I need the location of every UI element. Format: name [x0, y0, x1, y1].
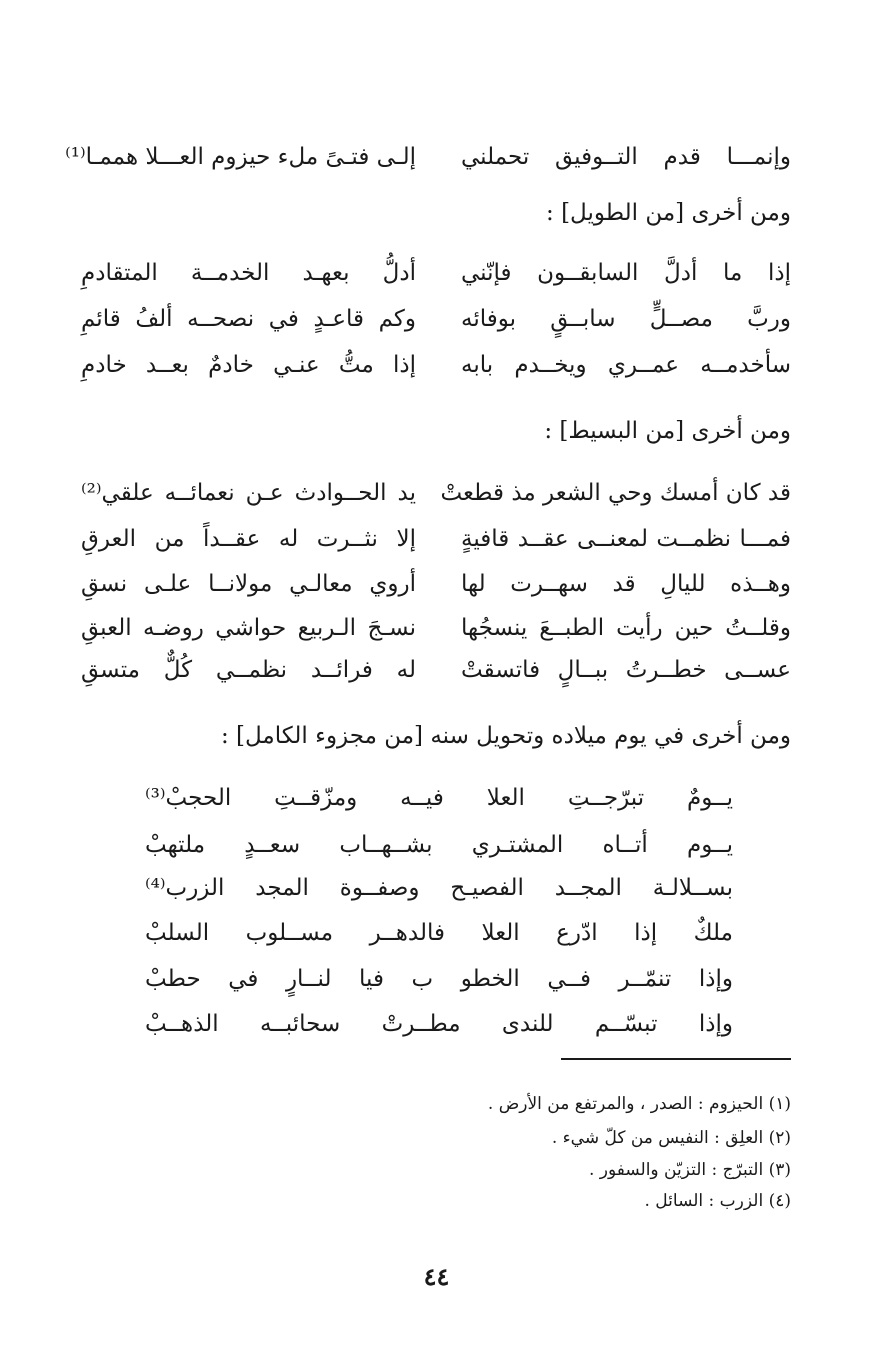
- poem-verse: [82, 608, 791, 648]
- verse-first-hemistich: ملكٌ إذا ادّرع العلا: [481, 920, 733, 946]
- verse-first-hemistich: عســى خطــرتُ ببــالٍ فاتسقتْ: [461, 657, 791, 683]
- poem-verse: [145, 868, 733, 908]
- poem-verse: [82, 253, 791, 293]
- verse-second-hemistich: إلا نثــرت له عقــداً من العرقِ: [81, 526, 416, 552]
- poem-verse: [82, 473, 791, 513]
- poem-verse: [145, 959, 733, 999]
- section-heading: ومن أخرى [من البسيط] :: [544, 418, 791, 444]
- verse-first-hemistich: وإذا تبسّــم للندى: [501, 1011, 733, 1037]
- verse-second-hemistich: فالدهــر مســلوب السلبْ: [145, 920, 445, 946]
- verse-first-hemistich: يــوم أتــاه المشتـري: [471, 832, 733, 858]
- section-heading: ومن أخرى في يوم ميلاده وتحويل سنه [من مجزوء الكامل] :: [220, 723, 791, 749]
- verse-first-hemistich: بســلالـة المجــد الفصيـح: [450, 875, 734, 901]
- poem-verse: [65, 137, 791, 177]
- verse-first-hemistich: وهــذه لليالِ قد سهــرت لها: [461, 571, 791, 597]
- verse-second-hemistich: بشــهــاب سعــدٍ ملتهبْ: [145, 832, 433, 858]
- poem-verse: [145, 825, 733, 865]
- footnote: (٤) الزرب : السائل .: [644, 1191, 791, 1211]
- poem-verse: [145, 1004, 733, 1044]
- footnote-separator: [561, 1058, 791, 1060]
- verse-second-hemistich: أدلُّ بعهـد الخدمــة المتقادمِ: [81, 260, 416, 286]
- verse-first-hemistich: وقلــتُ حين رأيت الطبــعَ ينسجُها: [461, 615, 791, 641]
- verse-second-hemistich: إلـى فتـىً ملء حيزوم العـــلا هممـا⁽¹⁾: [65, 144, 416, 170]
- poem-verse: [145, 778, 733, 818]
- footnote: (٢) العلِق : النفيس من كلّ شيء .: [551, 1128, 791, 1148]
- verse-first-hemistich: فمـــا نظمــت لمعنــى عقــد قافيةٍ: [461, 526, 791, 552]
- verse-first-hemistich: إذا ما أدلَّ السابقــون فإنّني: [461, 260, 791, 286]
- verse-second-hemistich: له فرائــد نظمــي كُلٌّ متسقِ: [81, 657, 416, 683]
- poem-verse: [82, 299, 791, 339]
- verse-first-hemistich: قد كان أمسك وحي الشعر مذ قطعتْ: [440, 480, 791, 506]
- footnote: (٣) التبرّج : التزيّن والسفور .: [588, 1160, 791, 1180]
- verse-second-hemistich: أروي معالـي مولانــا علـى نسقِ: [81, 571, 416, 597]
- verse-first-hemistich: وإنمـــا قدم التــوفيق تحملني: [461, 144, 791, 170]
- footnote: (١) الحيزوم : الصدر ، والمرتفع من الأرض .: [487, 1094, 791, 1114]
- verse-first-hemistich: سأخدمــه عمــري ويخــدم بابه: [461, 352, 791, 378]
- poem-verse: [82, 345, 791, 385]
- verse-first-hemistich: يــومٌ تبرّجــتِ العلا: [486, 785, 733, 811]
- poem-verse: [82, 650, 791, 690]
- section-heading: ومن أخرى [من الطويل] :: [546, 200, 791, 226]
- verse-second-hemistich: إذا متُّ عنـي خادمٌ بعــد خادمِ: [81, 352, 416, 378]
- verse-second-hemistich: ب فيا لنــارٍ في حطبْ: [145, 966, 434, 992]
- verse-second-hemistich: نسـجَ الـربيع حواشي روضـه العبقِ: [81, 615, 416, 641]
- poem-verse: [145, 913, 733, 953]
- verse-second-hemistich: يد الحــوادث عـن نعمائــه علقي⁽²⁾: [81, 480, 416, 506]
- page-number: ٤٤: [423, 1262, 450, 1291]
- verse-first-hemistich: وربَّ مصــلٍّ سابــقٍ بوفائه: [461, 306, 791, 332]
- verse-second-hemistich: وصفــوة المجد الزرب⁽⁴⁾: [145, 875, 420, 901]
- verse-second-hemistich: وكم قاعـدٍ في نصحــه ألفُ قائمِ: [81, 306, 416, 332]
- verse-first-hemistich: وإذا تنمّــر فــي الخطو: [460, 966, 734, 992]
- poem-verse: [82, 564, 791, 604]
- poem-verse: [82, 519, 791, 559]
- verse-second-hemistich: مطــرتْ سحائبــه الذهــبْ: [145, 1011, 461, 1037]
- verse-second-hemistich: فيــه ومزّقــتِ الحجبْ⁽³⁾: [145, 785, 444, 811]
